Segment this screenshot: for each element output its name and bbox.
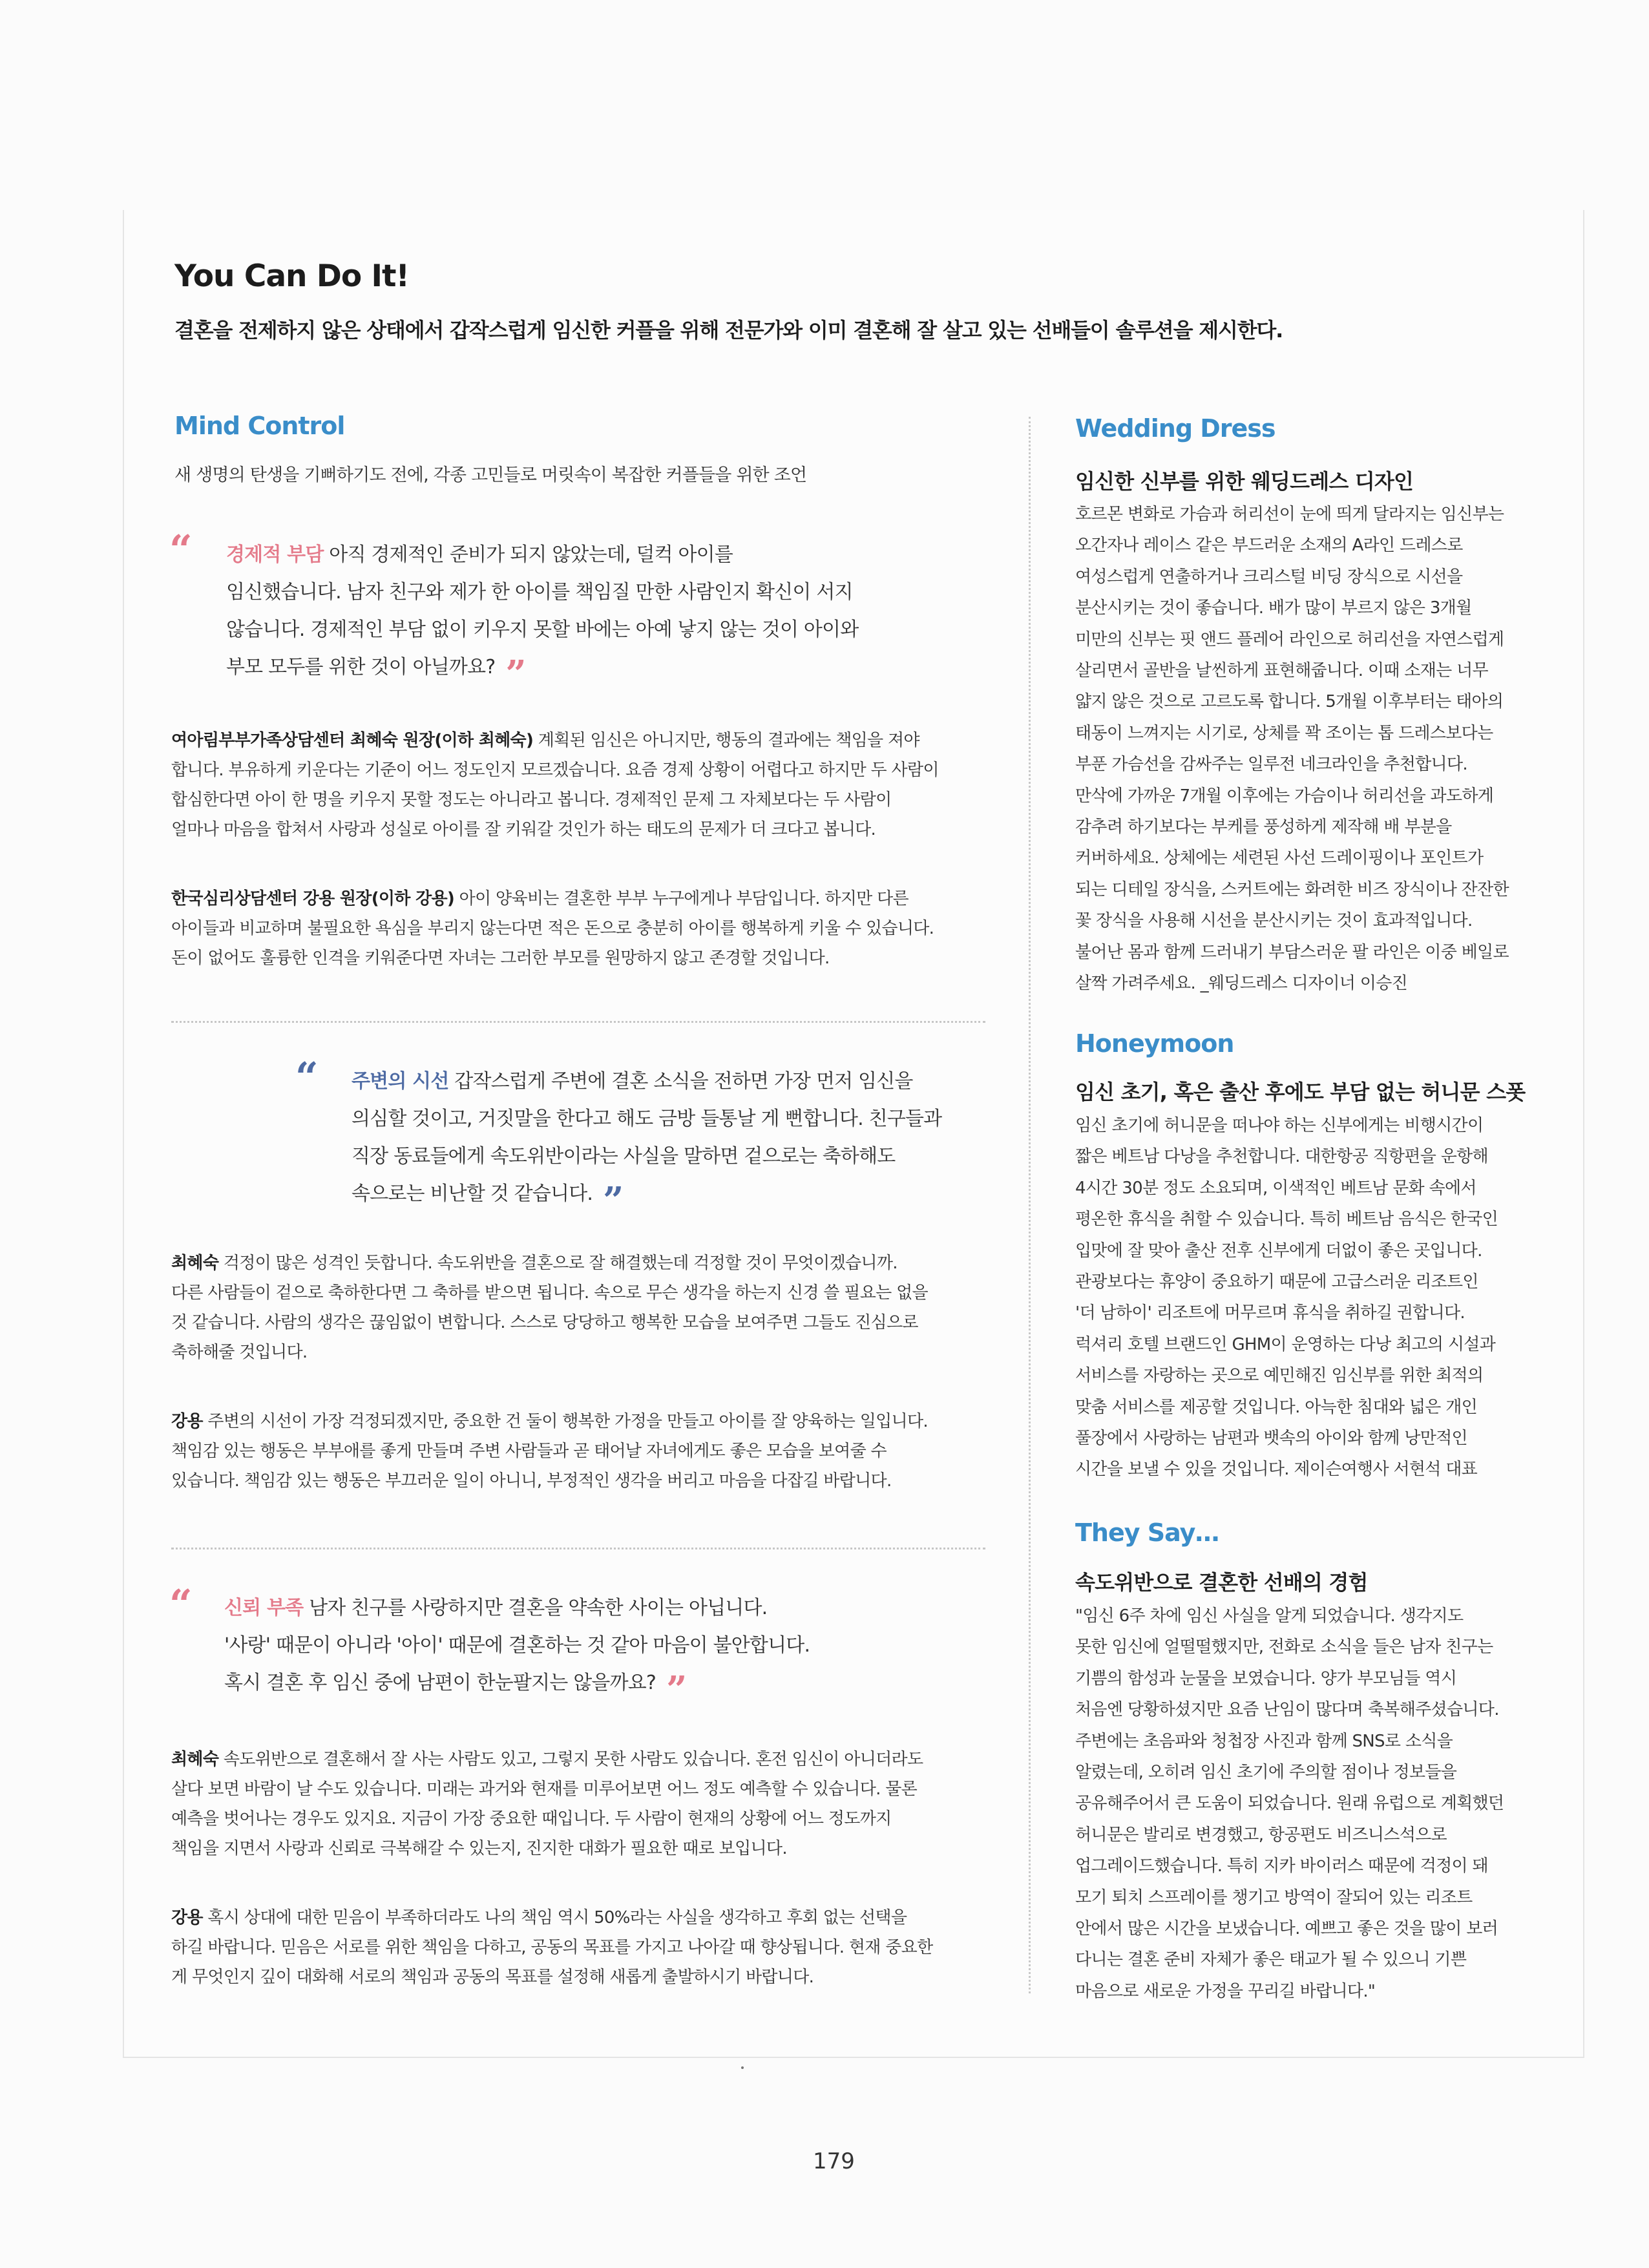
answer-line: 예측을 벗어나는 경우도 있지요. 지금이 가장 중요한 때입니다. 두 사람이 현재의 상황에 어느 정도까지 (171, 1809, 892, 1829)
quote-line: 임신했습니다. 남자 친구와 제가 한 아이를 책임질 만한 사람인지 확신이 서지 (226, 581, 853, 604)
close-quote-icon: ” (603, 1179, 624, 1222)
section-body (1075, 1601, 1553, 2007)
quote-block (352, 1063, 972, 1222)
section-title-they-say: They Say… (1075, 1518, 1219, 1547)
speaker-name: 강용 (171, 1908, 203, 1927)
speaker-name: 여아림부부가족상담센터 최혜숙 원장(이하 최혜숙) (171, 731, 534, 750)
body-line: 공유해주어서 큰 도움이 되었습니다. 원래 유럽으로 계획했던 (1075, 1794, 1504, 1814)
body-line: 주변에는 초음파와 청첩장 사진과 함께 SNS로 소식을 (1075, 1731, 1453, 1751)
body-line: 여성스럽게 연출하거나 크리스털 비딩 장식으로 시선을 (1075, 567, 1463, 587)
section-title-wedding-dress: Wedding Dress (1075, 414, 1276, 443)
open-quote-icon: “ (169, 526, 193, 573)
quote-line: 부모 모두를 위한 것이 아닐까요? (226, 656, 496, 678)
scan-speck (741, 2066, 744, 2069)
quote-line: 남자 친구를 사랑하지만 결혼을 약속한 사이는 아닙니다. (303, 1597, 768, 1619)
section-headline: 임신한 신부를 위한 웨딩드레스 디자인 (1075, 469, 1414, 494)
body-line: 되는 디테일 장식을, 스커트에는 화려한 비즈 장식이나 잔잔한 (1075, 879, 1509, 899)
speaker-name: 한국심리상담센터 강용 원장(이하 강용) (171, 889, 455, 908)
open-quote-icon: “ (169, 1580, 193, 1628)
body-line: 모기 퇴치 스프레이를 챙기고 방역이 잘되어 있는 리조트 (1075, 1887, 1473, 1907)
body-line: 호르몬 변화로 가슴과 허리선이 눈에 띄게 달라지는 임신부는 (1075, 505, 1504, 524)
answer-line: 것 같습니다. 사람의 생각은 끊임없이 변합니다. 스스로 당당하고 행복한 모습을 보여주면 그들도 진심으로 (171, 1313, 918, 1332)
body-line: 커버하세요. 상체에는 세련된 사선 드레이핑이나 포인트가 (1075, 848, 1484, 868)
body-line: 안에서 많은 시간을 보냈습니다. 예쁘고 좋은 것을 많이 보러 (1075, 1919, 1498, 1939)
answer-line: 걱정이 많은 성격인 듯합니다. 속도위반을 결혼으로 잘 해결했는데 걱정할 것이 무엇이겠습니까. (218, 1254, 898, 1273)
page-number: 179 (813, 2148, 855, 2174)
body-line: 업그레이드했습니다. 특히 지카 바이러스 때문에 걱정이 돼 (1075, 1856, 1488, 1876)
answer-line: 살다 보면 바람이 날 수도 있습니다. 미래는 과거와 현재를 미루어보면 어느 정도 예측할 수 있습니다. 물론 (171, 1780, 918, 1799)
answer-line: 다른 사람들이 겉으로 축하한다면 그 축하를 받으면 됩니다. 속으로 무슨 생각을 하는지 신경 쓸 필요는 없을 (171, 1283, 928, 1303)
answer-line: 합니다. 부유하게 키운다는 기준이 어느 정도인지 모르겠습니다. 요즘 경제 상황이 어렵다고 하지만 두 사람이 (171, 761, 939, 780)
answer-line: 책임감 있는 행동은 부부애를 좋게 만들며 주변 사람들과 곧 태어날 자녀에게도 좋은 모습을 보여줄 수 (171, 1442, 887, 1461)
body-line: 맞춤 서비스를 제공할 것입니다. 아늑한 침대와 넓은 개인 (1075, 1397, 1478, 1417)
section-body (1075, 1110, 1553, 1486)
body-line: 평온한 휴식을 취할 수 있습니다. 특히 베트남 음식은 한국인 (1075, 1210, 1498, 1230)
dotted-divider (171, 1548, 985, 1549)
section-title-honeymoon: Honeymoon (1075, 1029, 1234, 1058)
body-line: 미만의 신부는 핏 앤드 플레어 라인으로 허리선을 자연스럽게 (1075, 629, 1504, 649)
body-line: 처음엔 당황하셨지만 요즘 난임이 많다며 축복해주셨습니다. (1075, 1700, 1499, 1720)
body-line: 못한 임신에 얼떨떨했지만, 전화로 소식을 들은 남자 친구는 (1075, 1637, 1493, 1657)
body-line: 알렸는데, 오히려 임신 초기에 주의할 점이나 정보들을 (1075, 1763, 1457, 1783)
answer-line: 혹시 상대에 대한 믿음이 부족하더라도 나의 책임 역시 50%라는 사실을 생각하고 후회 없는 선택을 (202, 1908, 907, 1927)
answer-line: 계획된 임신은 아니지만, 행동의 결과에는 책임을 져야 (533, 731, 919, 750)
body-line: 짧은 베트남 다낭을 추천합니다. 대한항공 직항편을 운항해 (1075, 1147, 1488, 1167)
section-headline: 임신 초기, 혹은 출산 후에도 부담 없는 허니문 스폿 (1075, 1080, 1526, 1104)
speaker-name: 최혜숙 (171, 1750, 219, 1769)
body-line: 다니는 결혼 준비 자체가 좋은 태교가 될 수 있으니 기쁜 (1075, 1950, 1467, 1970)
answer-line: 주변의 시선이 가장 걱정되겠지만, 중요한 건 둘이 행복한 가정을 만들고 아이를 잘 양육하는 일입니다. (202, 1412, 928, 1431)
body-line: 기쁨의 함성과 눈물을 보였습니다. 양가 부모님들 역시 (1075, 1668, 1457, 1688)
quote-topic: 주변의 시선 (352, 1070, 449, 1093)
body-line: 오간자나 레이스 같은 부드러운 소재의 A라인 드레스로 (1075, 536, 1463, 556)
body-line: 살짝 가려주세요. _웨딩드레스 디자이너 이승진 (1075, 974, 1408, 994)
quote-topic: 신뢰 부족 (224, 1597, 304, 1619)
quote-line: 직장 동료들에게 속도위반이라는 사실을 말하면 겉으로는 축하해도 (352, 1145, 896, 1168)
body-line: 서비스를 자랑하는 곳으로 예민해진 임신부를 위한 최적의 (1075, 1366, 1484, 1386)
answer-block (171, 1745, 923, 1864)
body-line: 마음으로 새로운 가정을 꾸리길 바랍니다." (1075, 1981, 1376, 2001)
quote-block (226, 536, 969, 695)
body-line: 감추려 하기보다는 부케를 풍성하게 제작해 배 부분을 (1075, 817, 1452, 837)
answer-block (171, 1903, 933, 1992)
body-line: 허니문은 발리로 변경했고, 항공편도 비즈니스석으로 (1075, 1825, 1447, 1845)
section-title-mind-control: Mind Control (174, 412, 345, 440)
column-divider (1029, 417, 1031, 1993)
answer-line: 축하해줄 것입니다. (171, 1343, 308, 1362)
section-headline: 속도위반으로 결혼한 선배의 경험 (1075, 1570, 1368, 1595)
answer-line: 속도위반으로 결혼해서 잘 사는 사람도 있고, 그렇지 못한 사람도 있습니다. 혼전 임신이 아니더라도 (218, 1750, 923, 1769)
body-line: 임신 초기에 허니문을 떠나야 하는 신부에게는 비행시간이 (1075, 1116, 1484, 1135)
answer-line: 게 무엇인지 깊이 대화해 서로의 책임과 공동의 목표를 설정해 새롭게 출발하시기 바랍니다. (171, 1968, 814, 1987)
section-body (1075, 499, 1553, 1000)
dotted-divider (171, 1021, 985, 1023)
answer-block (171, 1407, 928, 1496)
speaker-name: 최혜숙 (171, 1254, 219, 1273)
close-quote-icon: ” (666, 1668, 687, 1711)
quote-line: 않습니다. 경제적인 부담 없이 키우지 못할 바에는 아예 낳지 않는 것이 아이와 (226, 618, 859, 641)
body-line: 4시간 30분 정도 소요되며, 이색적인 베트남 문화 속에서 (1075, 1178, 1476, 1198)
quote-block (224, 1590, 967, 1711)
article-subtitle: 결혼을 전제하지 않은 상태에서 갑작스럽게 임신한 커플을 위해 전문가와 이미 결혼해 잘 살고 있는 선배들이 솔루션을 제시한다. (174, 318, 1283, 342)
quote-line: 의심할 것이고, 거짓말을 한다고 해도 금방 들통날 게 뻔합니다. 친구들과 (352, 1108, 942, 1130)
answer-block (171, 1248, 928, 1367)
answer-line: 합심한다면 아이 한 명을 키우지 못할 정도는 아니라고 봅니다. 경제적인 문제 그 자체보다는 두 사람이 (171, 790, 892, 810)
answer-line: 책임을 지면서 사랑과 신뢰로 극복해갈 수 있는지, 진지한 대화가 필요한 때로 보입니다. (171, 1839, 787, 1858)
quote-line: 혹시 결혼 후 임신 중에 남편이 한눈팔지는 않을까요? (224, 1672, 656, 1694)
body-line: 풀장에서 사랑하는 남편과 뱃속의 아이와 함께 낭만적인 (1075, 1429, 1467, 1449)
answer-line: 아이들과 비교하며 불필요한 욕심을 부리지 않는다면 적은 돈으로 충분히 아이를 행복하게 키울 수 있습니다. (171, 919, 934, 938)
body-line: "임신 6주 차에 임신 사실을 알게 되었습니다. 생각지도 (1075, 1606, 1464, 1626)
body-line: 부푼 가슴선을 감싸주는 일루전 네크라인을 추천합니다. (1075, 755, 1467, 775)
body-line: 시간을 보낼 수 있을 것입니다. 제이슨여행사 서현석 대표 (1075, 1460, 1478, 1480)
open-quote-icon: “ (295, 1053, 319, 1100)
body-line: 입맛에 잘 맞아 출산 전후 신부에게 더없이 좋은 곳입니다. (1075, 1241, 1482, 1261)
body-line: 관광보다는 휴양이 중요하기 때문에 고급스러운 리조트인 (1075, 1272, 1478, 1292)
answer-line: 있습니다. 책임감 있는 행동은 부끄러운 일이 아니니, 부정적인 생각을 버리고 마음을 다잡길 바랍니다. (171, 1471, 892, 1491)
quote-topic: 경제적 부담 (226, 543, 324, 566)
answer-line: 하길 바랍니다. 믿음은 서로를 위한 책임을 다하고, 공동의 목표를 가지고 나아갈 때 향상됩니다. 현재 중요한 (171, 1938, 933, 1957)
body-line: 얇지 않은 것으로 고르도록 합니다. 5개월 이후부터는 태아의 (1075, 692, 1504, 712)
answer-line: 아이 양육비는 결혼한 부부 누구에게나 부담입니다. 하지만 다른 (454, 889, 909, 908)
body-line: 만삭에 가까운 7개월 이후에는 가슴이나 허리선을 과도하게 (1075, 786, 1494, 806)
section-intro: 새 생명의 탄생을 기뻐하기도 전에, 각종 고민들로 머릿속이 복잡한 커플들을 위한 조언 (174, 465, 807, 485)
answer-line: 돈이 없어도 훌륭한 인격을 키워준다면 자녀는 그러한 부모를 원망하지 않고 존경할 것입니다. (171, 949, 830, 968)
body-line: 꽃 장식을 사용해 시선을 분산시키는 것이 효과적입니다. (1075, 911, 1473, 931)
body-line: 살리면서 골반을 날씬하게 표현해줍니다. 이때 소재는 너무 (1075, 661, 1488, 681)
quote-line: 속으로는 비난할 것 같습니다. (352, 1182, 593, 1205)
body-line: 럭셔리 호텔 브랜드인 GHM이 운영하는 다낭 최고의 시설과 (1075, 1334, 1496, 1354)
body-line: 불어난 몸과 함께 드러내기 부담스러운 팔 라인은 이중 베일로 (1075, 942, 1509, 962)
quote-line: 갑작스럽게 주변에 결혼 소식을 전하면 가장 먼저 임신을 (448, 1070, 913, 1093)
close-quote-icon: ” (505, 653, 526, 695)
speaker-name: 강용 (171, 1412, 203, 1431)
answer-line: 얼마나 마음을 합쳐서 사랑과 성실로 아이를 잘 키워갈 것인가 하는 태도의 문제가 더 크다고 봅니다. (171, 820, 876, 839)
quote-line: '사랑' 때문이 아니라 '아이' 때문에 결혼하는 것 같아 마음이 불안합니다. (224, 1634, 810, 1657)
body-line: 분산시키는 것이 좋습니다. 배가 많이 부르지 않은 3개월 (1075, 598, 1472, 618)
answer-block (171, 884, 934, 973)
article-title: You Can Do It! (174, 258, 409, 294)
body-line: '더 남하이' 리조트에 머무르며 휴식을 취하길 권합니다. (1075, 1303, 1465, 1323)
answer-block (171, 726, 939, 845)
quote-line: 아직 경제적인 준비가 되지 않았는데, 덜컥 아이를 (323, 543, 733, 566)
body-line: 태동이 느껴지는 시기로, 상체를 꽉 조이는 톱 드레스보다는 (1075, 723, 1493, 743)
